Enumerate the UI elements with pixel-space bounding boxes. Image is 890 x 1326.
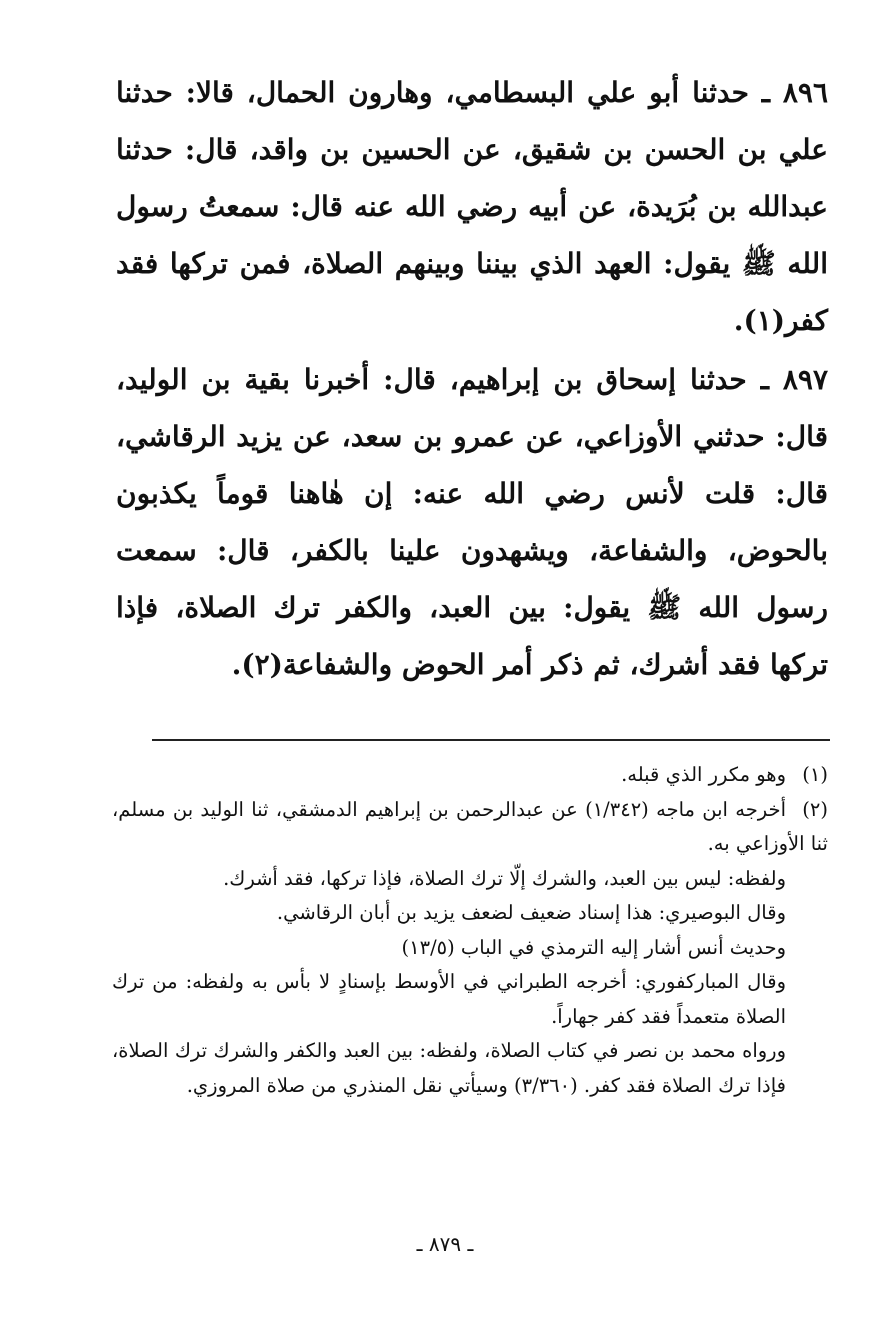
hadith-number: ٨٩٧ ـ bbox=[760, 363, 829, 396]
hadith-896 bbox=[116, 64, 828, 349]
footnote-marker: (١) bbox=[802, 763, 828, 786]
footnote-paragraph: وحديث أنس أشار إليه الترمذي في الباب (١٣/٥) bbox=[401, 935, 786, 959]
hadith-897 bbox=[116, 351, 828, 693]
hadith-text: حدثنا أبو علي البسطامي، وهارون الحمال، قالا: حدثنا علي بن الحسن بن شقيق، عن الحسين بن واقد، قال: حدثنا عبدالله بن بُرَيدة، عن أبيه رضي الله عنه قال: سمعتُ رسول الله ﷺ يقول: العهد الذي بيننا وبينهم الصلاة، فمن تركها فقد كفر(١). bbox=[116, 76, 828, 337]
footnote-paragraph: ورواه محمد بن نصر في كتاب الصلاة، ولفظه: بين العبد والكفر والشرك ترك الصلاة، فإذا ترك الصلاة فقد كفر. (٣/٣٦٠) وسيأتي نقل المنذري من صلاة المروزي. bbox=[112, 1039, 786, 1097]
footnote-marker: (٢) bbox=[802, 797, 828, 821]
footnote-text: وهو مكرر الذي قبله. bbox=[621, 763, 786, 786]
footnote-paragraph: ولفظه: ليس بين العبد، والشرك إلّا ترك الصلاة، فإذا تركها، فقد أشرك. bbox=[223, 866, 786, 890]
footnote-2 bbox=[112, 793, 828, 862]
hadith-number: ٨٩٦ ـ bbox=[761, 76, 828, 109]
footnote-paragraph: وقال البوصيري: هذا إسناد ضعيف لضعف يزيد بن أبان الرقاشي. bbox=[276, 901, 786, 924]
hadith-text: حدثنا إسحاق بن إبراهيم، قال: أخبرنا بقية بن الوليد، قال: حدثني الأوزاعي، عن عمرو بن سعد، عن يزيد الرقاشي، قال: قلت لأنس رضي الله عنه: إن هٰاهنا قوماً يكذبون بالحوض، والشفاعة، ويشهدون علينا بالكفر، قال: سمعت رسول الله ﷺ يقول: بين العبد، والكفر ترك الصلاة، فإذا تركها فقد أشرك، ثم ذكر أمر الحوض والشفاعة(٢). bbox=[116, 363, 828, 681]
footnote-text: أخرجه ابن ماجه (١/٣٤٢) عن عبدالرحمن بن إبراهيم الدمشقي، ثنا الوليد بن مسلم، ثنا الأوزاعي به. bbox=[112, 797, 828, 855]
footnote-paragraph: وقال المباركفوري: أخرجه الطبراني في الأوسط بإسنادٍ لا بأس به ولفظه: من ترك الصلاة متعمداً فقد كفر جهاراً. bbox=[112, 970, 786, 1028]
footnote-1 bbox=[112, 758, 828, 793]
footnote-divider bbox=[152, 739, 830, 741]
page-number: ـ ٨٧٩ ـ bbox=[416, 1232, 474, 1256]
footnotes bbox=[112, 758, 828, 1103]
